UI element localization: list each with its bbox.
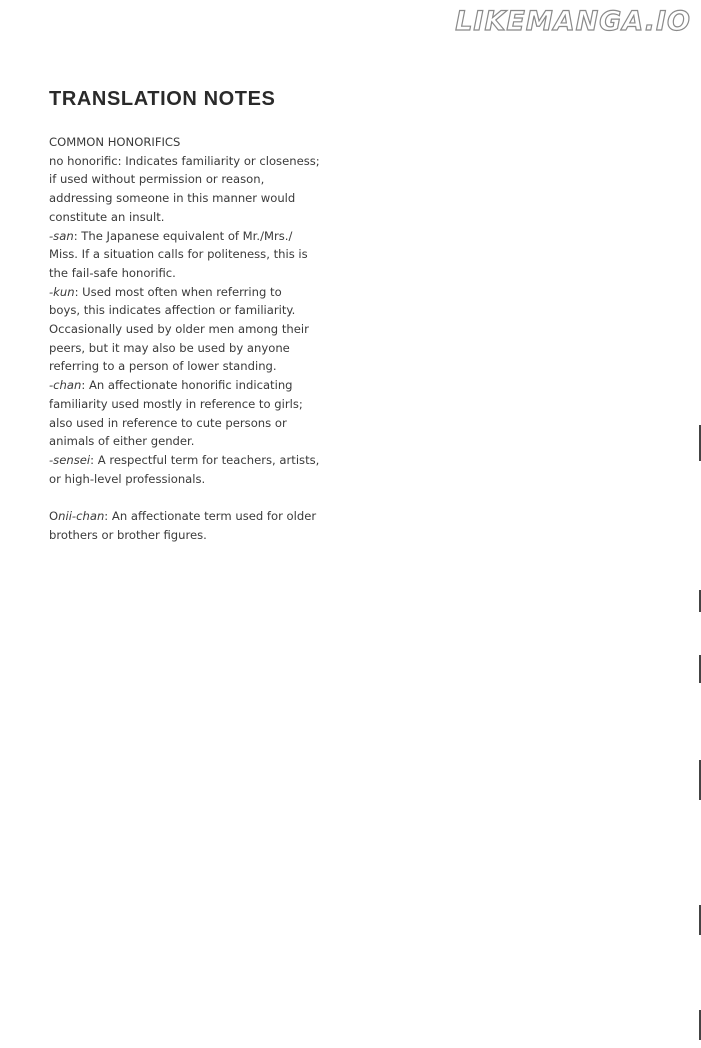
- note-entry: [49, 227, 349, 283]
- notes-content: [49, 133, 349, 544]
- note-text: : An affectionate honorific indicating: [81, 378, 293, 393]
- honorific-term: -sensei: [49, 452, 91, 467]
- note-entry: [49, 451, 349, 488]
- term-prefix: O: [49, 509, 59, 524]
- note-line: peers, but it may also be used by anyone: [49, 340, 290, 355]
- honorific-term: nii-chan: [58, 509, 105, 524]
- page-title: TRANSLATION NOTES: [49, 88, 276, 110]
- note-line: or high-level professionals.: [49, 471, 206, 486]
- note-line: if used without permission or reason,: [49, 172, 265, 187]
- site-watermark: LIKEMANGA.IO: [455, 6, 691, 37]
- note-line: constitute an insult.: [49, 209, 165, 224]
- note-text: : An affectionate term used for older: [104, 509, 317, 524]
- note-entry: [49, 152, 349, 227]
- note-line: [49, 227, 349, 246]
- note-line: [49, 283, 349, 302]
- note-line: no honorific: Indicates familiarity or closeness;: [49, 153, 320, 168]
- note-line: brothers or brother figures.: [49, 527, 207, 542]
- note-line: also used in reference to cute persons or: [49, 415, 287, 430]
- note-line: [49, 376, 349, 395]
- note-line: Occasionally used by older men among their: [49, 322, 309, 337]
- note-line: boys, this indicates affection or familiarity.: [49, 303, 296, 318]
- note-text: : A respectful term for teachers, artists,: [90, 452, 320, 467]
- note-line: animals of either gender.: [49, 434, 195, 449]
- note-line: referring to a person of lower standing.: [49, 359, 277, 374]
- note-line: the fail-safe honorific.: [49, 265, 176, 280]
- note-text: : Used most often when referring to: [74, 284, 282, 299]
- note-line: Miss. If a situation calls for politeness, this is: [49, 247, 308, 262]
- note-line: [49, 451, 349, 470]
- honorific-term: -kun: [49, 284, 75, 299]
- honorific-term: -san: [49, 228, 74, 243]
- note-line: familiarity used mostly in reference to girls;: [49, 396, 303, 411]
- honorific-term: -chan: [49, 378, 82, 393]
- note-line: addressing someone in this manner would: [49, 191, 296, 206]
- section-heading: COMMON HONORIFICS: [49, 135, 181, 149]
- note-entry: [49, 283, 349, 377]
- note-line: [49, 507, 349, 526]
- note-entry: [49, 376, 349, 451]
- note-entry: [49, 507, 349, 544]
- note-text: : The Japanese equivalent of Mr./Mrs./: [73, 228, 293, 243]
- paragraph-gap: [49, 488, 349, 507]
